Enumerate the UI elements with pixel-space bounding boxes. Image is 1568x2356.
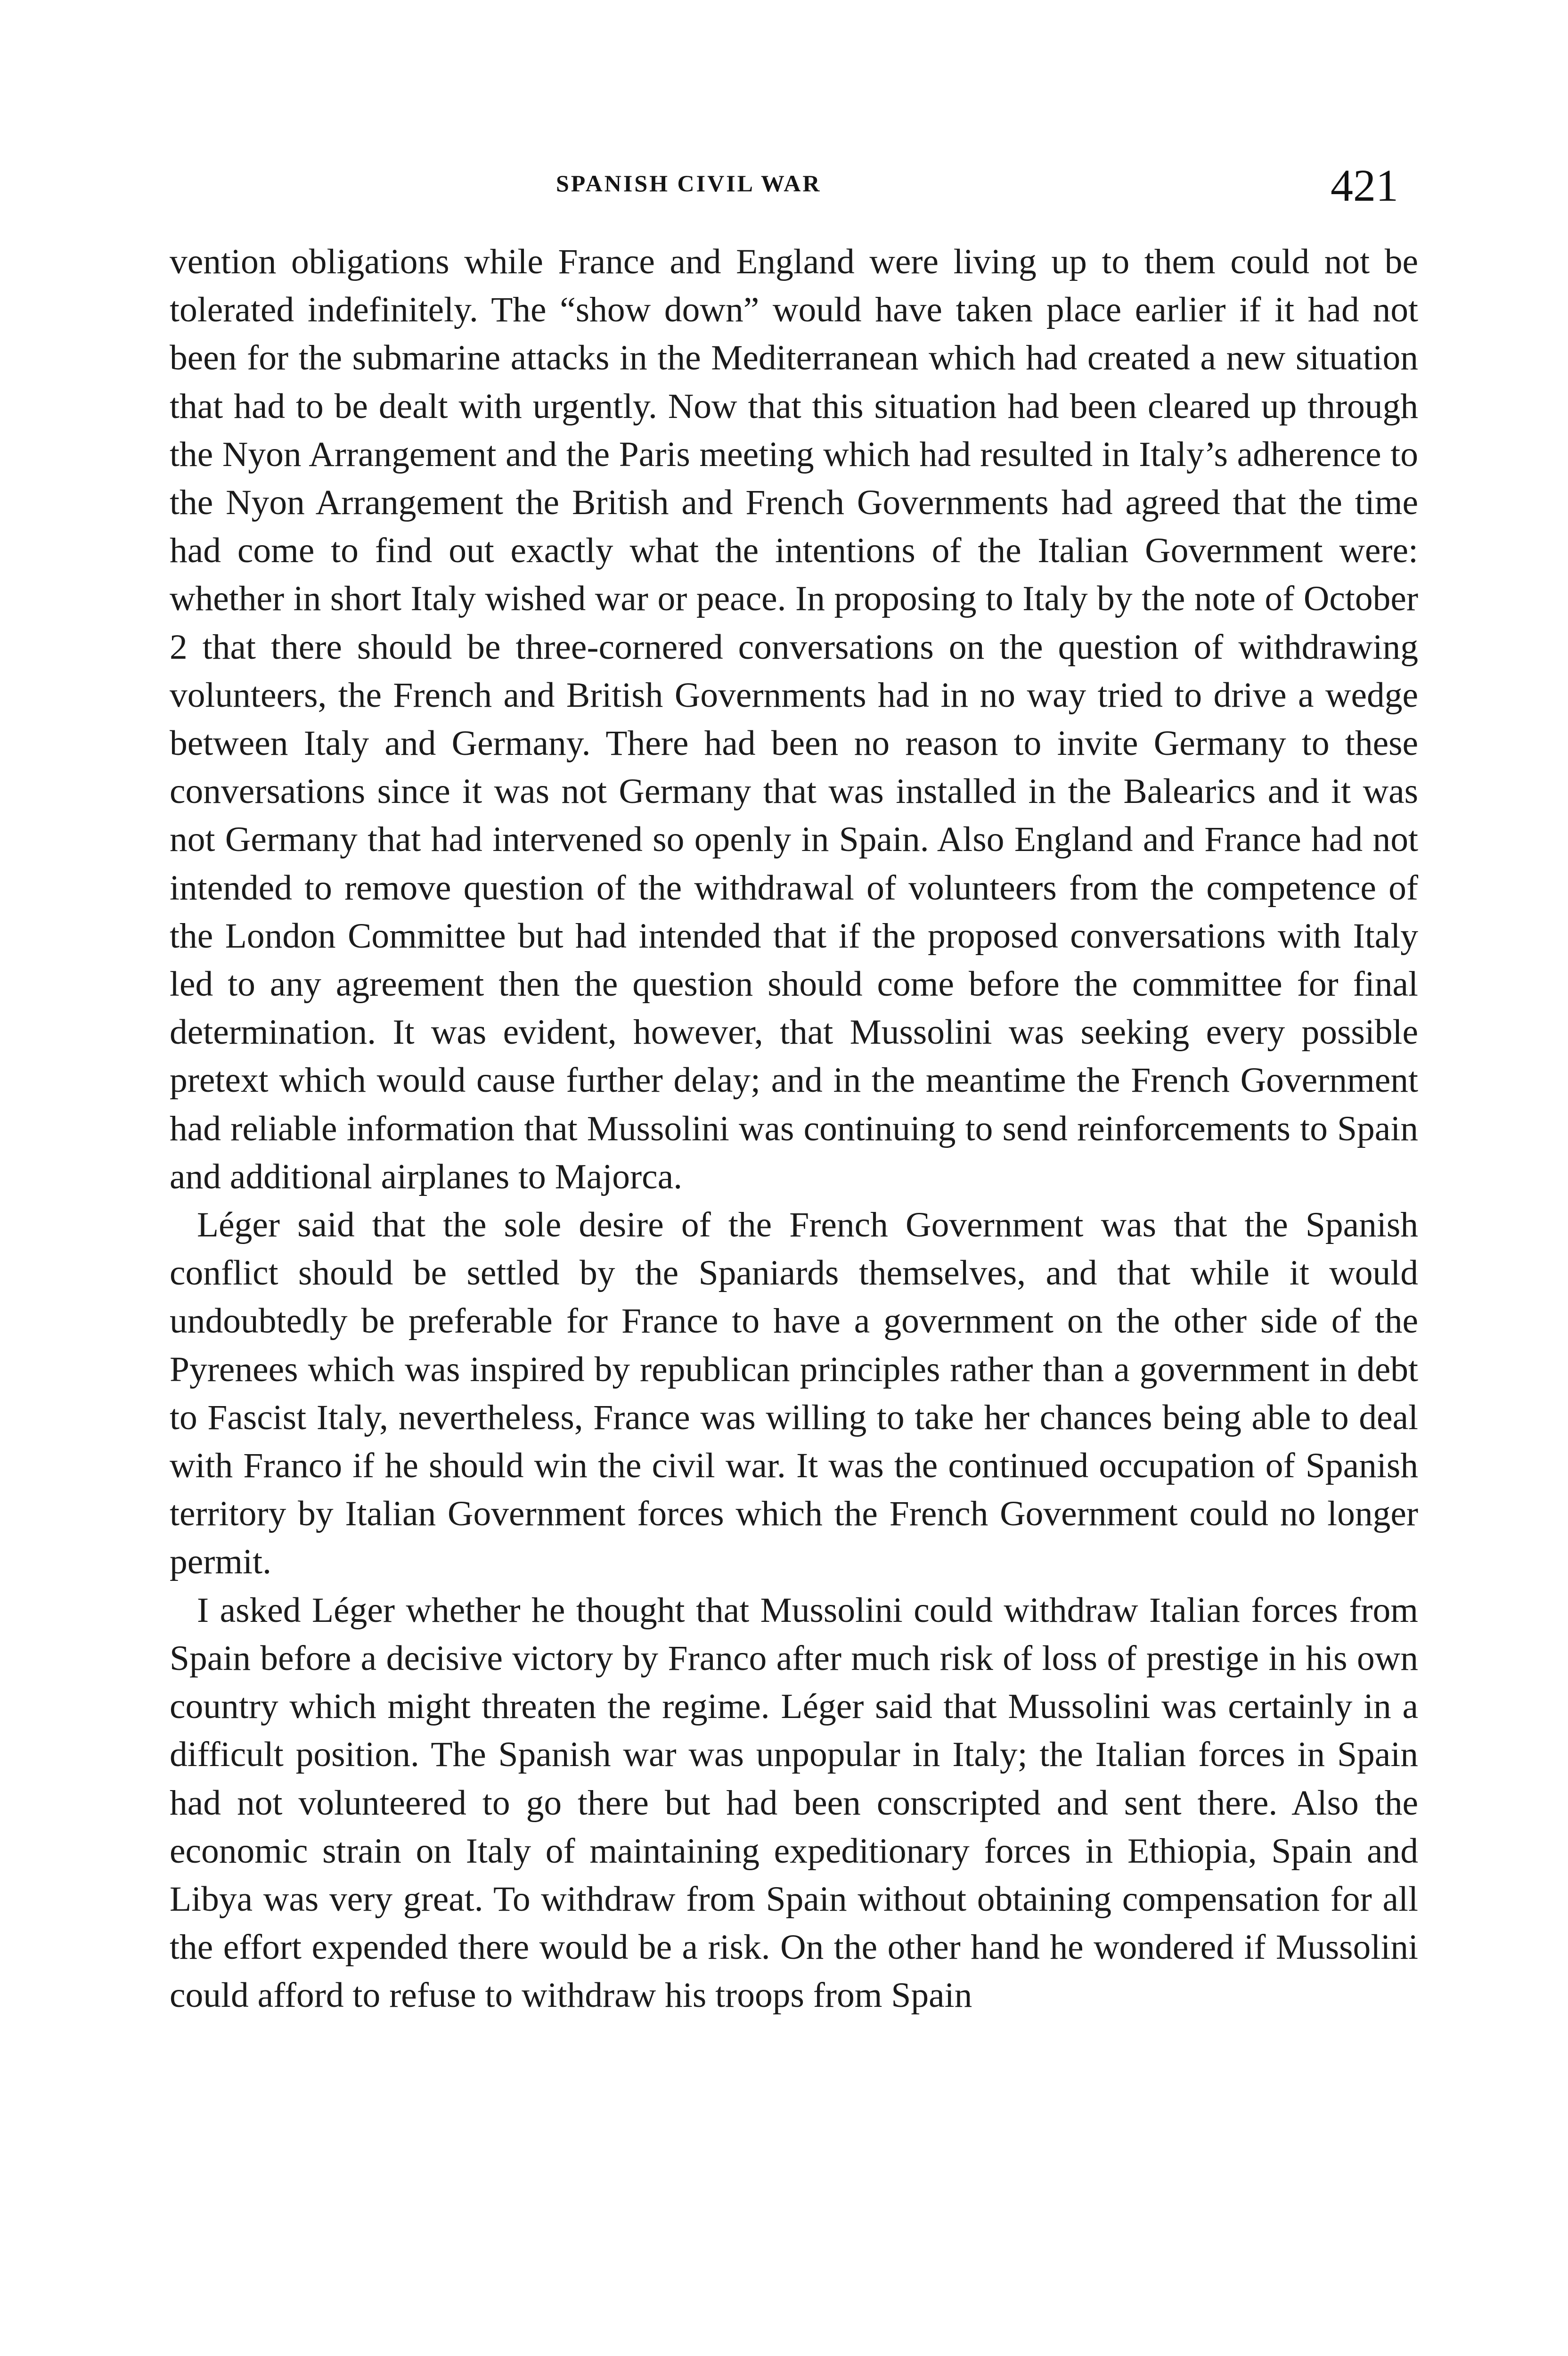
body-text [170,238,1418,2020]
running-title: SPANISH CIVIL WAR [556,170,822,196]
paragraph-3: I asked Léger whether he thought that Mussolini could withdraw Italian forces from Spain before a decisive victory by Franco after much risk of loss of prestige in his own country which might threaten the regime. Léger said that Mussolini was certainly in a difficult position. The Spanish war was unpopular in Italy; the Italian forces in Spain had not volunteered to go there but had been conscripted and sent there. Also the economic strain on Italy of maintaining expeditionary forces in Ethiopia, Spain and Libya was very great. To withdraw from Spain without obtaining compensation for all the effort expended there would be a risk. On the other hand he wondered if Mussolini could afford to refuse to withdraw his troops from Spain [170,1590,1418,2015]
paragraph-1: vention obligations while France and England were living up to them could not be tolerated indefinitely. The “show down” would have taken place earlier if it had not been for the submarine attacks in the Mediterranean which had created a new situation that had to be dealt with urgently. Now that this situation had been cleared up through the Nyon Arrangement and the Paris meeting which had resulted in Italy’s adherence to the Nyon Arrangement the British and French Governments had agreed that the time had come to find out exactly what the intentions of the Italian Government were: whether in short Italy wished war or peace. In proposing to Italy by the note of October 2 that there should be three-cornered conversations on the question of withdrawing volunteers, the French and British Governments had in no way tried to drive a wedge between Italy and Germany. There had been no reason to invite Germany to these conversations since it was not Germany that was installed in the Balearics and it was not Germany that had intervened so openly in Spain. Also England and France had not intended to remove question of the withdrawal of volunteers from the competence of the London Committee but had intended that if the proposed conversations with Italy led to any agreement then the question should come before the committee for final determination. It was evident, however, that Mussolini was seeking every possible pretext which would cause further delay; and in the meantime the French Government had reliable information that Mussolini was continuing to send reinforcements to Spain and additional airplanes to Majorca. [170,242,1418,1196]
paragraph-2: Léger said that the sole desire of the French Government was that the Spanish conflict should be settled by the Spaniards themselves, and that while it would undoubtedly be preferable for France to have a government on the other side of the Pyrenees which was inspired by republican principles rather than a government in debt to Fascist Italy, nevertheless, France was willing to take her chances being able to deal with Franco if he should win the civil war. It was the continued occupation of Spanish territory by Italian Government forces which the French Government could no longer permit. [170,1205,1418,1582]
running-head [0,155,1568,212]
page-number: 421 [1331,160,1398,211]
